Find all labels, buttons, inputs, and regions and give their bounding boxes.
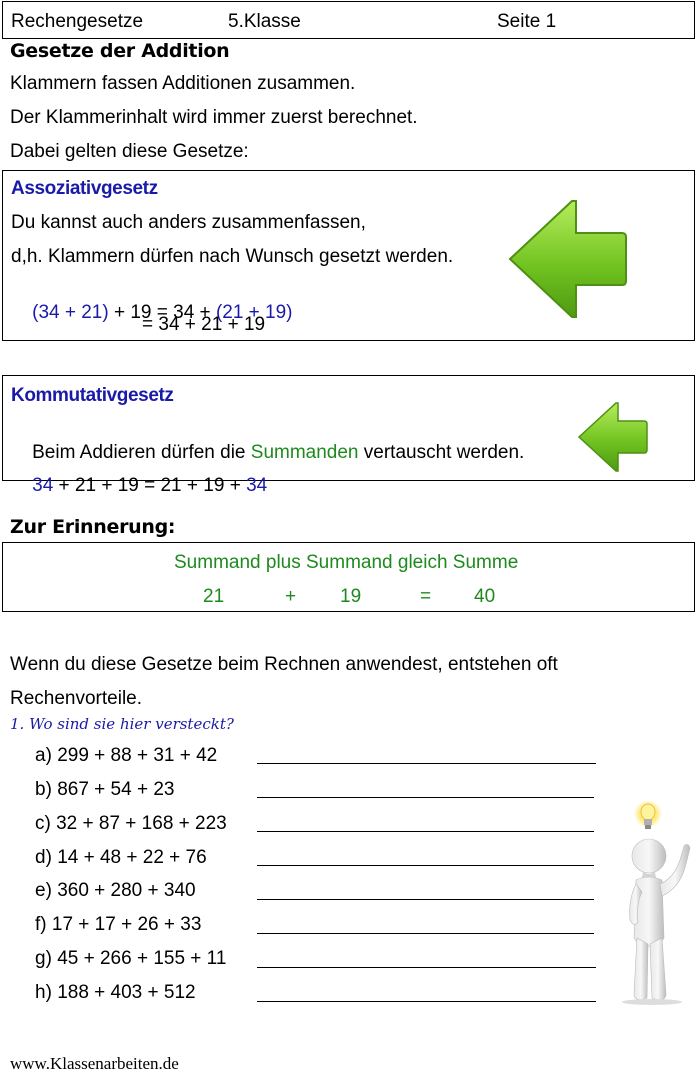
exercise-label: e) xyxy=(35,880,52,901)
exercise-h xyxy=(35,982,196,1004)
header-subject: Rechengesetze xyxy=(11,11,144,32)
exercise-label: c) xyxy=(35,813,51,834)
exercise-label: h) xyxy=(35,982,52,1003)
exercise-label: f) xyxy=(35,914,47,935)
exercise-expression: 867 + 54 + 23 xyxy=(57,779,175,800)
reminder-heading: Zur Erinnerung: xyxy=(10,516,176,538)
reminder-equals: = xyxy=(420,586,432,607)
exercise-expression: 188 + 403 + 512 xyxy=(57,982,196,1003)
exercise-label: g) xyxy=(35,948,52,969)
exercise-label: d) xyxy=(35,847,52,868)
exercise-expression: 14 + 48 + 22 + 76 xyxy=(57,847,207,868)
associative-heading: Assoziativgesetz xyxy=(11,178,158,199)
exercise-e xyxy=(35,880,196,902)
left-arrow-icon xyxy=(506,197,630,321)
commutative-eq-a: 34 xyxy=(32,475,54,496)
associative-box xyxy=(2,170,695,341)
exercise-expression: 360 + 280 + 340 xyxy=(57,880,196,901)
answer-line-g[interactable] xyxy=(257,967,596,968)
advantage-line-2: Rechenvorteile. xyxy=(10,688,143,709)
exercise-label: b) xyxy=(35,779,52,800)
answer-line-e[interactable] xyxy=(257,899,594,900)
commutative-eq-c: 34 xyxy=(246,475,268,496)
answer-line-b[interactable] xyxy=(257,797,594,798)
reminder-sum: 40 xyxy=(474,586,496,607)
footer-url[interactable]: www.Klassenarbeiten.de xyxy=(10,1054,179,1073)
answer-line-h[interactable] xyxy=(257,1001,596,1002)
header-grade: 5.Klasse xyxy=(228,11,301,32)
commutative-box xyxy=(2,375,695,496)
commutative-text-summanden: Summanden xyxy=(250,442,359,463)
exercise-expression: 17 + 17 + 26 + 33 xyxy=(51,914,202,935)
commutative-eq-b: + 21 + 19 = 21 + 19 + xyxy=(53,475,247,496)
associative-text-2: d,h. Klammern dürfen nach Wunsch gesetzt werden. xyxy=(11,246,454,267)
intro-line-3: Dabei gelten diese Gesetze: xyxy=(10,141,249,162)
intro-line-1: Klammern fassen Additionen zusammen. xyxy=(10,73,356,94)
task-title: 1. Wo sind sie hier versteckt? xyxy=(10,715,234,733)
left-arrow-small-icon xyxy=(576,400,650,474)
exercise-b xyxy=(35,779,174,801)
eq-part-bracket-2: (21 + 19) xyxy=(215,302,293,323)
exercise-label: a) xyxy=(35,745,52,766)
exercise-d xyxy=(35,847,207,869)
exercise-expression: 32 + 87 + 168 + 223 xyxy=(56,813,227,834)
thinking-figure-lightbulb-icon xyxy=(612,798,696,1006)
page-title: Gesetze der Addition xyxy=(10,40,230,62)
exercise-g xyxy=(35,948,226,970)
associative-equation-1 xyxy=(11,280,293,346)
header-box xyxy=(2,1,695,39)
reminder-number-1: 21 xyxy=(203,586,225,607)
commutative-heading: Kommutativgesetz xyxy=(11,385,174,406)
associative-text-1: Du kannst auch anders zusammenfassen, xyxy=(11,212,366,233)
commutative-text-a: Beim Addieren dürfen die xyxy=(32,442,251,463)
exercise-expression: 299 + 88 + 31 + 42 xyxy=(57,745,218,766)
eq-part-middle: + 19 = 34 + xyxy=(108,302,216,323)
commutative-equation xyxy=(11,453,267,519)
advantage-line-1: Wenn du diese Gesetze beim Rechnen anwendest, entstehen oft xyxy=(10,654,558,675)
eq-part-bracket-1: (34 + 21) xyxy=(32,302,109,323)
associative-equation-2: = 34 + 21 + 19 xyxy=(142,314,266,335)
exercise-c xyxy=(35,813,227,835)
answer-line-d[interactable] xyxy=(257,865,594,866)
header-page: Seite 1 xyxy=(497,11,557,32)
exercise-expression: 45 + 266 + 155 + 11 xyxy=(57,948,227,969)
exercise-f xyxy=(35,914,201,936)
answer-line-c[interactable] xyxy=(257,831,594,832)
intro-line-2: Der Klammerinhalt wird immer zuerst berechnet. xyxy=(10,107,418,128)
answer-line-f[interactable] xyxy=(257,933,594,934)
reminder-number-2: 19 xyxy=(340,586,362,607)
answer-line-a[interactable] xyxy=(257,763,596,764)
exercise-a xyxy=(35,745,217,767)
reminder-plus: + xyxy=(285,586,297,607)
reminder-line: Summand plus Summand gleich Summe xyxy=(174,552,519,573)
commutative-text-c: vertauscht werden. xyxy=(358,442,525,463)
reminder-box xyxy=(2,542,695,612)
